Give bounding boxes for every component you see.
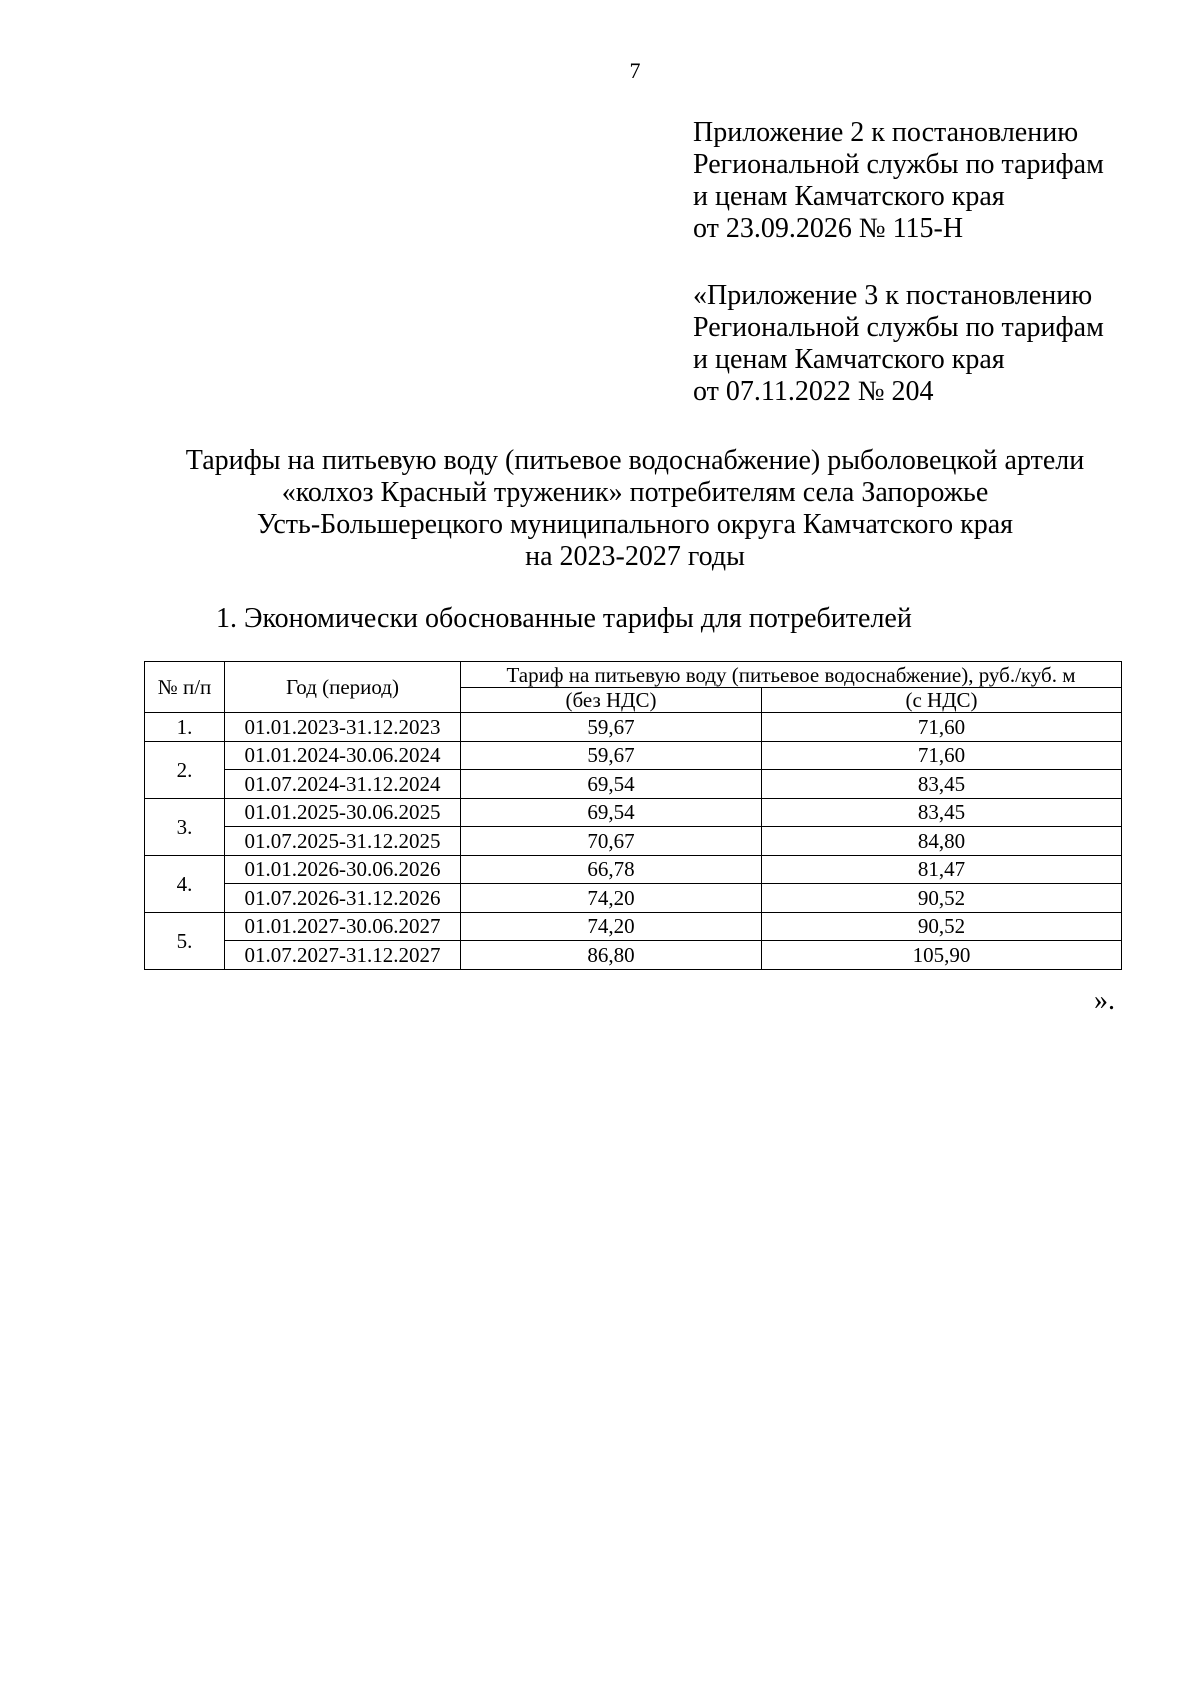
- tariff-with-vat-cell: 84,80: [762, 827, 1122, 856]
- tariff-without-vat-cell: 69,54: [461, 798, 762, 827]
- title-line: на 2023-2027 годы: [525, 541, 745, 572]
- table-header-row: [145, 662, 1122, 688]
- tariff-with-vat-cell: 105,90: [762, 941, 1122, 970]
- row-number: 1.: [145, 713, 225, 742]
- period-cell: 01.07.2027-31.12.2027: [225, 941, 461, 970]
- period-cell: 01.01.2026-30.06.2026: [225, 855, 461, 884]
- table-row: [145, 741, 1122, 770]
- header-period: Год (период): [225, 662, 461, 713]
- tariff-with-vat-cell: 71,60: [762, 741, 1122, 770]
- closing-quote: ».: [1094, 985, 1115, 1016]
- appendix-line: Региональной службы по тарифам: [693, 312, 1104, 343]
- tariff-with-vat-cell: 81,47: [762, 855, 1122, 884]
- appendix-line: «Приложение 3 к постановлению: [693, 280, 1093, 311]
- row-number: 4.: [145, 855, 225, 912]
- tariff-without-vat-cell: 74,20: [461, 884, 762, 913]
- header-without-vat: (без НДС): [461, 688, 762, 713]
- tariff-without-vat-cell: 86,80: [461, 941, 762, 970]
- page-number: 7: [629, 58, 641, 83]
- period-cell: 01.01.2023-31.12.2023: [225, 713, 461, 742]
- row-number: 2.: [145, 741, 225, 798]
- tariff-with-vat-cell: 83,45: [762, 798, 1122, 827]
- appendix-line: и ценам Камчатского края: [693, 344, 1005, 375]
- table-row: [145, 770, 1122, 799]
- table-row: [145, 713, 1122, 742]
- period-cell: 01.01.2024-30.06.2024: [225, 741, 461, 770]
- table-row: [145, 941, 1122, 970]
- tariff-with-vat-cell: 83,45: [762, 770, 1122, 799]
- header-with-vat: (с НДС): [762, 688, 1122, 713]
- title-line: «колхоз Красный труженик» потребителям села Запорожье: [281, 477, 989, 508]
- appendix-line: Приложение 2 к постановлению: [693, 117, 1079, 148]
- tariff-without-vat-cell: 69,54: [461, 770, 762, 799]
- document-title: [0, 445, 1200, 573]
- table-row: [145, 798, 1122, 827]
- header-number: № п/п: [145, 662, 225, 713]
- tariff-without-vat-cell: 59,67: [461, 713, 762, 742]
- tariff-with-vat-cell: 90,52: [762, 884, 1122, 913]
- period-cell: 01.01.2025-30.06.2025: [225, 798, 461, 827]
- table-row: [145, 827, 1122, 856]
- title-line: Усть-Большерецкого муниципального округа Камчатского края: [256, 509, 1014, 540]
- row-number: 3.: [145, 798, 225, 855]
- appendix-line: от 07.11.2022 № 204: [693, 376, 934, 407]
- appendix-reference-block: [693, 117, 1104, 245]
- tariff-without-vat-cell: 66,78: [461, 855, 762, 884]
- tariff-without-vat-cell: 74,20: [461, 912, 762, 941]
- table-row: [145, 884, 1122, 913]
- table-row: [145, 912, 1122, 941]
- appendix-line: от 23.09.2026 № 115-Н: [693, 213, 964, 244]
- appendix-line: и ценам Камчатского края: [693, 181, 1005, 212]
- period-cell: 01.07.2026-31.12.2026: [225, 884, 461, 913]
- tariff-with-vat-cell: 90,52: [762, 912, 1122, 941]
- table-row: [145, 855, 1122, 884]
- header-tariff: Тариф на питьевую воду (питьевое водоснабжение), руб./куб. м: [461, 662, 1122, 688]
- title-line: Тарифы на питьевую воду (питьевое водоснабжение) рыболовецкой артели: [185, 445, 1085, 476]
- section-heading: 1. Экономически обоснованные тарифы для потребителей: [216, 603, 912, 634]
- tariff-without-vat-cell: 59,67: [461, 741, 762, 770]
- tariff-table: [144, 661, 1122, 970]
- period-cell: 01.07.2024-31.12.2024: [225, 770, 461, 799]
- tariff-with-vat-cell: 71,60: [762, 713, 1122, 742]
- period-cell: 01.01.2027-30.06.2027: [225, 912, 461, 941]
- row-number: 5.: [145, 912, 225, 969]
- appendix-line: Региональной службы по тарифам: [693, 149, 1104, 180]
- amended-appendix-block: [693, 280, 1104, 408]
- period-cell: 01.07.2025-31.12.2025: [225, 827, 461, 856]
- tariff-without-vat-cell: 70,67: [461, 827, 762, 856]
